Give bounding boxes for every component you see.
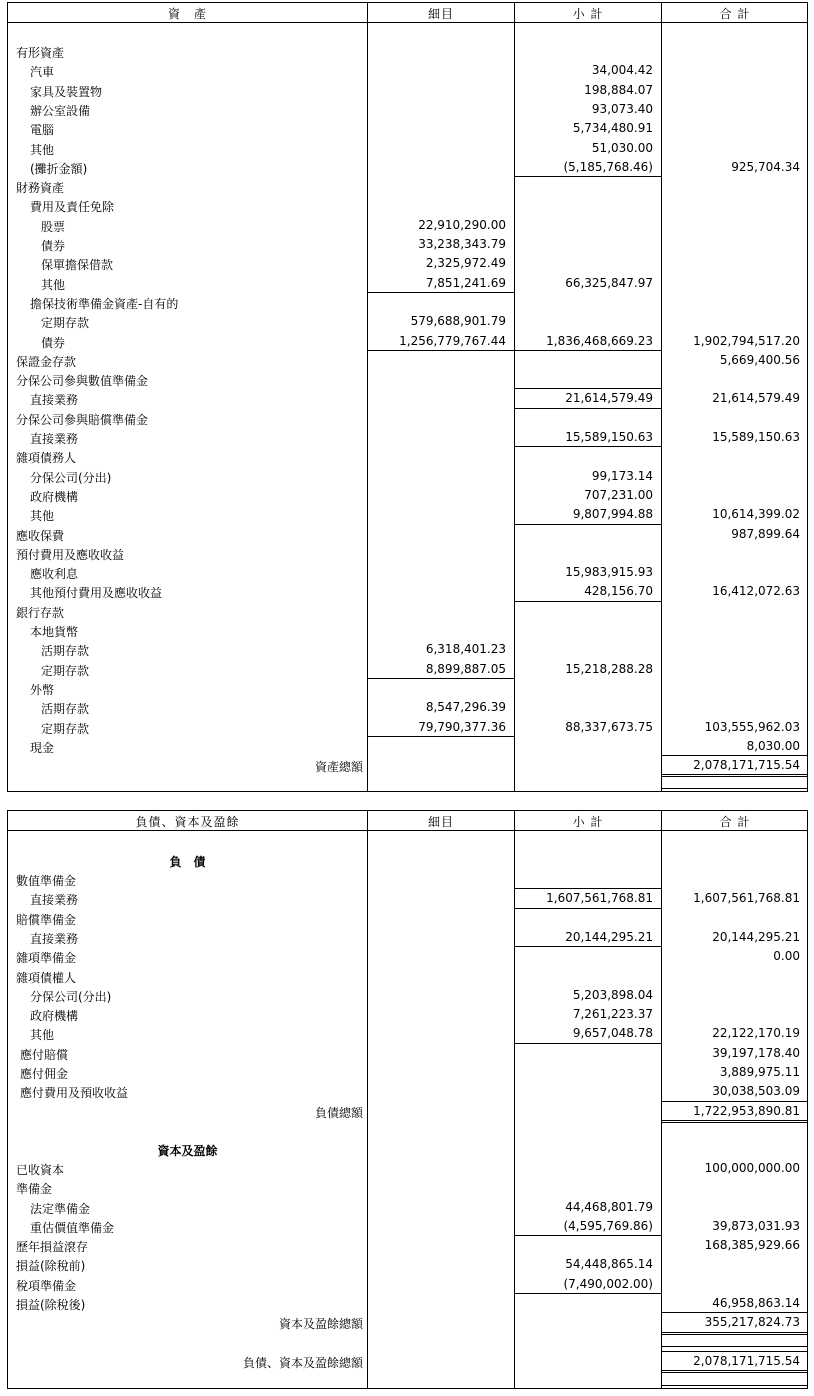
underline-rule: [515, 908, 661, 909]
row-label: 辦公室設備: [30, 103, 91, 118]
liabilities-header-row: [8, 811, 807, 831]
assets-table: [7, 2, 808, 792]
subtotal-value: (5,185,768.46): [563, 159, 653, 174]
total-value: 22,122,170.19: [712, 1026, 800, 1041]
row-label: 有形資產: [16, 46, 65, 60]
double-underline: [662, 1120, 808, 1123]
underline-rule: [368, 678, 514, 679]
subtotal-value: 93,073.40: [591, 101, 653, 116]
row-label: 直接業務: [30, 893, 79, 908]
row-label: 損益(除稅後): [16, 1298, 86, 1312]
detail-value: 6,318,401.23: [425, 642, 506, 657]
header-assets: 資 產: [167, 7, 207, 21]
subtotal-value: 15,589,150.63: [565, 430, 653, 444]
subtotal-value: 15,983,915.93: [565, 565, 653, 580]
total-value: 1,902,794,517.20: [693, 333, 800, 348]
underline-rule: [662, 1385, 808, 1386]
asset-row: [8, 177, 807, 196]
grand-total-label: 負債、資本及盈餘總額: [242, 1355, 363, 1370]
subtotal-value: 1,836,468,669.23: [546, 333, 653, 348]
row-label: 本地貨幣: [30, 625, 79, 639]
subtotal-value: 51,030.00: [591, 140, 653, 155]
row-label: 數值準備金: [16, 874, 77, 888]
asset-row: [8, 679, 807, 698]
subtotal-value: 88,337,673.75: [565, 719, 653, 734]
row-label: 分保公司參與數值準備金: [16, 374, 149, 389]
row-label: 其他: [41, 277, 66, 292]
total-label: 負債總額: [314, 1105, 363, 1120]
asset-row: [8, 139, 807, 158]
total-value: 925,704.34: [731, 159, 800, 174]
subtotal-value: 5,734,480.91: [572, 121, 653, 136]
double-underline: [662, 1332, 808, 1335]
total-label: 資產總額: [314, 760, 363, 775]
asset-row: [8, 42, 807, 61]
row-label: 準備金: [16, 1182, 53, 1197]
row-label: 直接業務: [30, 931, 79, 946]
asset-row: [8, 660, 807, 679]
total-value: 8,030.00: [746, 738, 800, 753]
row-label: 稅項準備金: [16, 1278, 77, 1293]
total-value: 16,412,072.63: [712, 584, 800, 599]
subtotal-value: 15,218,288.28: [565, 661, 653, 676]
row-label: 定期存款: [41, 721, 90, 736]
row-label: 應付佣金: [20, 1067, 69, 1081]
row-label: 分保公司(分出): [30, 470, 112, 485]
asset-row: [8, 563, 807, 582]
subtotal-value: (4,595,769.86): [563, 1218, 653, 1233]
section-title: 資本及盈餘: [157, 1143, 218, 1158]
asset-row: [8, 351, 807, 370]
subtotal-value: 21,614,579.49: [565, 391, 653, 406]
total-value: 100,000,000.00: [704, 1160, 800, 1175]
detail-value: 7,851,241.69: [425, 275, 506, 290]
underline-rule: [515, 1235, 661, 1236]
asset-row: [8, 525, 807, 544]
capital-row: [8, 1236, 807, 1255]
assets-header-row: [8, 3, 807, 23]
asset-row: [8, 640, 807, 659]
asset-row: [8, 389, 807, 408]
underline-rule: [515, 1293, 661, 1294]
liability-row: [8, 986, 807, 1005]
subtotal-value: 34,004.42: [591, 63, 653, 78]
underline-rule: [662, 1101, 808, 1102]
row-label: 活期存款: [41, 702, 90, 717]
liability-row: [8, 1005, 807, 1024]
total-value: 1,722,953,890.81: [693, 1103, 800, 1118]
subtotal-value: 5,203,898.04: [572, 987, 653, 1002]
row-label: 其他: [30, 1028, 55, 1043]
asset-row: [8, 486, 807, 505]
total-value: 5,669,400.56: [719, 352, 800, 367]
row-label: 應付賠償: [20, 1047, 69, 1062]
liabilities-table: [7, 810, 808, 1389]
detail-value: 79,790,377.36: [418, 719, 506, 734]
detail-value: 1,256,779,767.44: [399, 333, 506, 348]
capital-row: [8, 1178, 807, 1197]
liability-row: [8, 909, 807, 928]
asset-row: [8, 428, 807, 447]
row-label: 已收資本: [16, 1162, 65, 1177]
section-heading-liabilities: [8, 851, 807, 870]
capital-row: [8, 1198, 807, 1217]
subtotal-value: (7,490,002.00): [563, 1276, 653, 1291]
row-label: 現金: [30, 740, 55, 755]
asset-row: [8, 602, 807, 621]
section-title: 負 債: [169, 855, 206, 869]
double-underline: [662, 1370, 808, 1373]
asset-row: [8, 621, 807, 640]
row-label: 汽車: [30, 65, 55, 80]
subtotal-value: 198,884.07: [584, 82, 653, 97]
asset-row: [8, 370, 807, 389]
underline-rule: [368, 736, 514, 737]
detail-value: 33,238,343.79: [418, 237, 506, 251]
row-label: 損益(除稅前): [16, 1259, 86, 1274]
asset-row: [8, 505, 807, 524]
asset-row: [8, 216, 807, 235]
asset-row: [8, 119, 807, 138]
subtotal-value: 44,468,801.79: [565, 1199, 653, 1214]
total-value: 20,144,295.21: [712, 929, 800, 944]
section-heading-capital: [8, 1140, 807, 1159]
underline-rule: [515, 176, 661, 177]
asset-row: [8, 737, 807, 756]
asset-row: [8, 100, 807, 119]
double-underline: [662, 774, 808, 777]
liability-row: [8, 1082, 807, 1101]
subtotal-value: 7,261,223.37: [572, 1007, 653, 1022]
total-value: 39,873,031.93: [712, 1218, 800, 1233]
header-detail: 細目: [427, 7, 454, 21]
detail-value: 22,910,290.00: [418, 217, 506, 232]
capital-row: [8, 1255, 807, 1274]
underline-rule: [515, 388, 661, 389]
row-label: 債券: [41, 239, 66, 253]
total-value: 103,555,962.03: [704, 719, 800, 734]
underline-rule: [368, 292, 514, 293]
underline-rule: [662, 1351, 808, 1352]
row-label: 其他: [30, 509, 55, 524]
row-label: 定期存款: [41, 663, 90, 678]
underline-rule: [515, 1043, 661, 1044]
row-label: 應付費用及預收收益: [20, 1086, 129, 1101]
liability-row: [8, 870, 807, 889]
asset-row: [8, 61, 807, 80]
detail-value: 2,325,972.49: [425, 256, 506, 271]
total-label: 資本及盈餘總額: [278, 1317, 363, 1332]
capital-row: [8, 1275, 807, 1294]
asset-row: [8, 158, 807, 177]
total-value: 10,614,399.02: [712, 507, 800, 522]
row-label: 雜項債權人: [16, 970, 77, 985]
underline-rule: [515, 350, 661, 351]
subtotal-value: 66,325,847.97: [565, 275, 653, 290]
capital-row: [8, 1159, 807, 1178]
capital-row: [8, 1294, 807, 1313]
asset-row: [8, 274, 807, 293]
total-value: 0.00: [773, 949, 800, 964]
total-value: 39,197,178.40: [712, 1045, 800, 1060]
row-label: 預付費用及應收收益: [16, 547, 125, 562]
underline-rule: [662, 755, 808, 756]
header-subtotal: 小 計: [572, 815, 604, 829]
header-total: 合 計: [719, 815, 751, 829]
grand-total-value: 2,078,171,715.54: [693, 1353, 800, 1368]
row-label: 財務資產: [16, 181, 65, 196]
asset-row: [8, 254, 807, 273]
asset-row: [8, 582, 807, 601]
liability-row: [8, 1044, 807, 1063]
asset-row: [8, 409, 807, 428]
header-total: 合 計: [719, 7, 751, 21]
total-value: 21,614,579.49: [712, 391, 800, 406]
row-label: 電腦: [30, 123, 55, 138]
subtotal-value: 428,156.70: [584, 584, 653, 599]
row-label: 雜項準備金: [16, 951, 77, 966]
total-value: 30,038,503.09: [712, 1084, 800, 1099]
liability-row: [8, 1102, 807, 1121]
row-label: 分保公司參與賠償準備金: [16, 412, 149, 427]
underline-rule: [515, 888, 661, 889]
subtotal-value: 707,231.00: [584, 487, 653, 502]
underline-rule: [515, 408, 661, 409]
subtotal-value: 20,144,295.21: [565, 929, 653, 944]
detail-value: 579,688,901.79: [410, 314, 506, 329]
total-value: 15,589,150.63: [712, 430, 800, 444]
header-detail: 細目: [427, 815, 454, 829]
row-label: 雜項債務人: [16, 451, 77, 466]
underline-rule: [515, 601, 661, 602]
row-label: 家具及裝置物: [30, 84, 103, 99]
liability-row: [8, 947, 807, 966]
asset-row: [8, 718, 807, 737]
detail-value: 8,899,887.05: [425, 661, 506, 676]
underline-rule: [515, 946, 661, 947]
row-label: 其他預付費用及應收收益: [30, 586, 163, 601]
row-label: 保證金存款: [16, 354, 77, 369]
row-label: 債券: [41, 335, 66, 350]
total-value: 168,385,929.66: [704, 1238, 800, 1253]
asset-row: [8, 196, 807, 215]
row-label: 政府機構: [30, 489, 79, 504]
subtotal-value: 99,173.14: [591, 468, 653, 483]
row-label: (攤折金額): [30, 161, 88, 176]
row-label: 直接業務: [30, 432, 79, 446]
subtotal-value: 9,657,048.78: [572, 1026, 653, 1041]
capital-row: [8, 1313, 807, 1332]
row-label: 保單擔保借款: [41, 258, 114, 273]
underline-rule: [662, 788, 808, 789]
grand-total-row: [8, 1352, 807, 1371]
total-value: 987,899.64: [731, 526, 800, 541]
total-value: 1,607,561,768.81: [693, 891, 800, 906]
total-value: 2,078,171,715.54: [693, 758, 800, 773]
row-label: 歷年損益滾存: [16, 1240, 89, 1255]
underline-rule: [662, 1312, 808, 1313]
row-label: 賠償準備金: [16, 912, 77, 927]
detail-value: 8,547,296.39: [425, 700, 506, 715]
total-value: 46,958,863.14: [712, 1296, 800, 1310]
liability-row: [8, 889, 807, 908]
row-label: 股票: [41, 219, 66, 234]
underline-rule: [515, 446, 661, 447]
row-label: 分保公司(分出): [30, 989, 112, 1004]
row-label: 法定準備金: [30, 1201, 91, 1216]
row-label: 銀行存款: [16, 605, 65, 620]
row-label: 政府機構: [30, 1009, 79, 1024]
total-value: 3,889,975.11: [719, 1065, 800, 1079]
asset-row: [8, 293, 807, 312]
asset-row: [8, 312, 807, 331]
subtotal-value: 54,448,865.14: [565, 1257, 653, 1272]
underline-rule: [515, 524, 661, 525]
row-label: 重估價值準備金: [30, 1220, 115, 1235]
asset-row: [8, 756, 807, 775]
asset-row: [8, 467, 807, 486]
row-label: 擔保技術準備金資產-自有的: [30, 296, 179, 311]
row-label: 活期存款: [41, 644, 90, 659]
liability-row: [8, 1024, 807, 1043]
row-label: 應收保費: [16, 528, 65, 543]
asset-row: [8, 544, 807, 563]
subtotal-value: 9,807,994.88: [572, 507, 653, 522]
liability-row: [8, 928, 807, 947]
asset-row: [8, 235, 807, 254]
asset-row: [8, 332, 807, 351]
asset-row: [8, 698, 807, 717]
asset-row: [8, 81, 807, 100]
row-label: 應收利息: [30, 567, 79, 582]
row-label: 定期存款: [41, 316, 90, 331]
asset-row: [8, 447, 807, 466]
row-label: 直接業務: [30, 393, 79, 408]
header-liabilities: 負債、資本及盈餘: [135, 815, 240, 829]
capital-row: [8, 1217, 807, 1236]
total-value: 355,217,824.73: [704, 1315, 800, 1330]
subtotal-value: 1,607,561,768.81: [546, 891, 653, 906]
row-label: 外幣: [30, 682, 55, 697]
row-label: 其他: [30, 142, 55, 157]
liability-row: [8, 1063, 807, 1082]
liability-row: [8, 967, 807, 986]
underline-rule: [662, 1346, 808, 1347]
row-label: 費用及責任免除: [30, 200, 115, 215]
underline-rule: [368, 350, 514, 351]
header-subtotal: 小 計: [572, 7, 604, 21]
